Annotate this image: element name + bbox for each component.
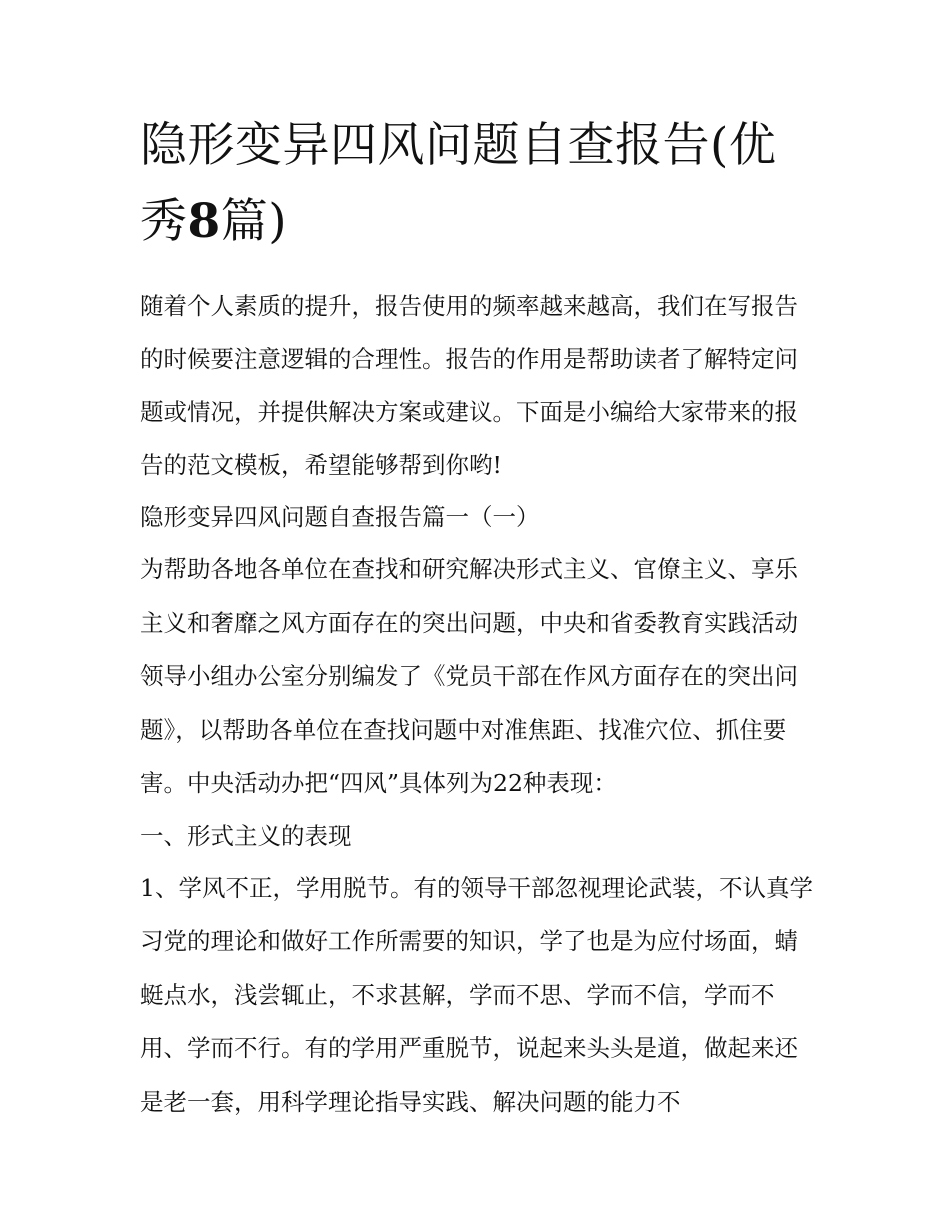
subheading-formalism: 一、形式主义的表现 (140, 821, 352, 850)
intro-paragraph: 随着个人素质的提升，报告使用的频率越来越高，我们在写报告的时候要注意逻辑的合理性。报告的作用是帮助读者了解特定问题或情况，并提供解决方案或建议。下面是小编给大家带来的报告的范文模板，希望能够帮到你哟! (140, 292, 798, 479)
document-body (140, 108, 816, 1129)
section-paragraph: 为帮助各地各单位在查找和研究解决形式主义、官僚主义、享乐主义和奢靡之风方面存在的突出问题，中央和省委教育实践活动领导小组办公室分别编发了《党员干部在作风方面存在的突出问题》，以帮助各单位在查找问题中对准焦距、找准穴位、抓住要害。中央活动办把“四风”具体列为22种表现： (140, 555, 798, 797)
list-item-1: 1、学风不正，学用脱节。有的领导干部忽视理论武装，不认真学习党的理论和做好工作所需要的知识，学了也是为应付场面，蜻蜓点水，浅尝辄止，不求甚解，学而不思、学而不信，学而不用、学而不行。有的学用严重脱节，说起来头头是道，做起来还是老一套，用科学理论指导实践、解决问题的能力不 (140, 873, 813, 1116)
title-text-end: 篇) (220, 194, 288, 249)
title-number: 8 (187, 194, 221, 249)
title-text: 隐形变异四风问题自查报告(优秀 (140, 118, 777, 249)
section-heading: 隐形变异四风问题自查报告篇一（一） (140, 503, 540, 531)
document-title (140, 108, 816, 260)
